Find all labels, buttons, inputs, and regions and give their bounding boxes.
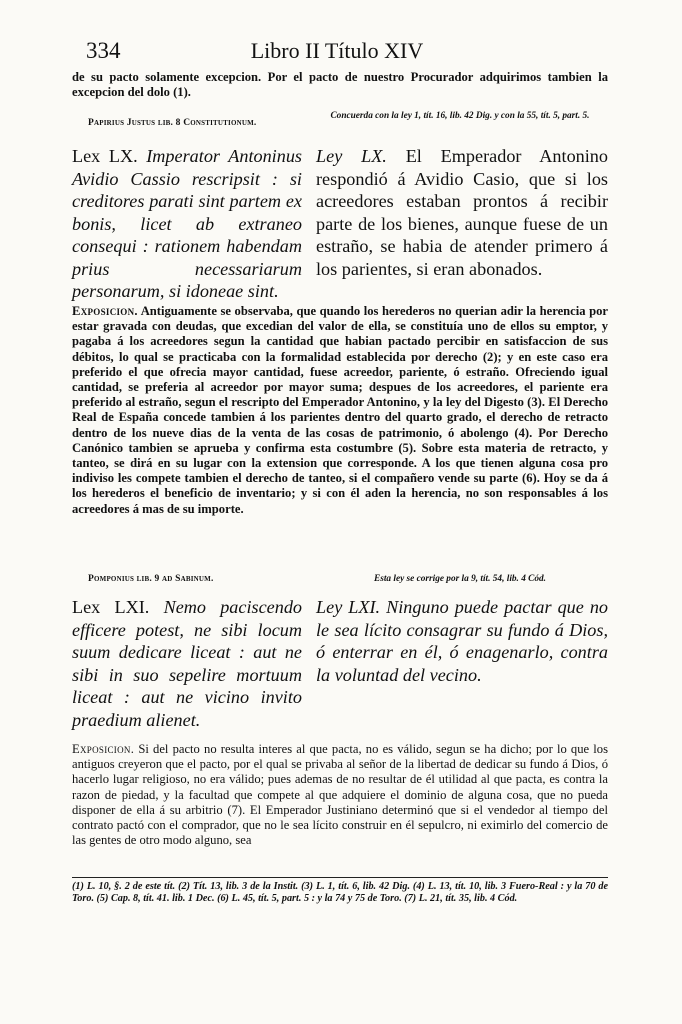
law-heading: Lex LX. — [72, 146, 138, 166]
latin-text: Imperator Antoninus Avidio Cassio rescripsit : si creditores parati sint partem ex bonis, licet ab extraneo consequi : rationem habendam prius necessariarum personarum, si idoneae sint. — [72, 146, 302, 301]
exposition-text: Si del pacto no resulta interes al que pacta, no es válido, segun se ha dicho; por lo que los antiguos creyeron que el pacto, por el qual se privaba al señor de la libertad de dedicar su fundo á Dios, ó hacerlo lugar religioso, no era válido; pues ademas de no resultar de él utilidad al que pacta, es contra la razon de piedad, y la facultad que compete al que adquiere el dominio de alguna cosa, que no pueda disponer de ella á su arbitrio (7). El Emperador Justiniano determinó que si el vendedor al tiempo del contrato pactó con el comprador, que no le sea lícito construir en él sepulcro, ni eximirlo del comercio de las gentes de otro modo alguno, sea — [72, 742, 608, 848]
exposition-paragraph — [72, 304, 608, 517]
exposition-paragraph — [72, 742, 608, 848]
source-citation-spanish: Concuerda con la ley 1, tít. 16, lib. 42 Dig. y con la 55, tít. 5, part. 5. — [330, 111, 590, 121]
source-citation-spanish: Esta ley se corrige por la 9, tít. 54, lib. 4 Cód. — [374, 574, 546, 584]
spanish-text: El Emperador Antonino respondió á Avidio Casio, que si los acreedores estaban prontos á recibir parte de los bienes, aunque fuese de un estraño, se habia de atender primero á los parientes, si eran abonados. — [316, 146, 608, 279]
exposition-heading: Exposicion. — [72, 304, 138, 318]
law-heading: Ley LX. — [316, 146, 387, 166]
exposition-text: Antiguamente se observaba, que quando los herederos no querian adir la herencia por estar gravada con deudas, que excedian del valor de ella, se constituía uno de ellos su emptor, y pagaba á los acreedores segun la cantidad que habian pactado percibir en satisfaccion de sus débitos, lo qual se practicaba con la formalidad establecida por derecho (2); y en este caso era preferido el que ofrecia mayor cantidad, fuese acreedor, pariente, ó estraño. Ofreciendo igual cantidad, se preferia al acreedor por mayor suma; despues de los acreedores, el pariente era preferido al estraño, segun el rescripto del Emperador Antonino, y la ley del Digesto (3). El Derecho Real de España concede tambien á los parientes dentro del quarto grado, el derecho de retracto dentro de los nueve dias de la venta de las cosas de patrimonio, ó abolengo (4). Por Derecho Canónico tambien se aprueba y confirma esta costumbre (5). Sobre esta materia de retracto, y tanteo, se dirá en su lugar con la extension que corresponde. A los que tienen alguna cosa pro indiviso les compete tambien el derecho de tanteo, si el compañero vende su parte (6). Hoy se da á los herederos el beneficio de inventario; y si con él aden la herencia, no son responsables á los acreedores á mas de su importe. — [72, 304, 608, 516]
page-header — [72, 38, 602, 68]
spanish-column — [316, 145, 608, 280]
footnotes: (1) L. 10, §. 2 de este tít. (2) Tít. 13, lib. 3 de la Instit. (3) L. 1, tít. 6, lib. 42 Dig. (4) L. 13, tít. 10, lib. 3 Fuero-Real : y la 70 de Toro. (5) Cap. 8, tít. 41. lib. 1 Dec. (6) L. 45, tít. 5, part. 5 : y la 74 y 75 de Toro. (7) L. 21, tít. 35, lib. 4 Cód. — [72, 881, 608, 904]
source-citation-latin: Pomponius lib. 9 ad Sabinum. — [88, 574, 214, 584]
latin-column — [72, 145, 302, 303]
spanish-text: Ninguno puede pactar que no le sea lícito consagrar su fundo á Dios, ó enterrar en él, ó enagenarlo, contra la voluntad del vecino. — [316, 597, 609, 685]
footnote-divider — [72, 877, 608, 878]
law-heading: Ley LXI. — [316, 597, 381, 617]
latin-text: Nemo paciscendo efficere potest, ne sibi locum suum dedicare liceat : aut ne sibi in suo sepelire mortuum liceat : aut ne vicino invito praedium alienet. — [72, 597, 303, 730]
running-title: Libro II Título XIV — [250, 38, 424, 63]
exposition-heading: Exposicion. — [72, 742, 135, 756]
page-number: 334 — [86, 38, 121, 63]
spanish-column — [316, 596, 608, 686]
continuation-text: de su pacto solamente excepcion. Por el pacto de nuestro Procurador adquirimos tambien la excepcion del dolo (1). — [72, 70, 608, 99]
law-heading: Lex LXI. — [72, 597, 150, 617]
source-citation-latin: Papirius Justus lib. 8 Constitutionum. — [88, 118, 257, 128]
latin-column — [72, 596, 302, 731]
